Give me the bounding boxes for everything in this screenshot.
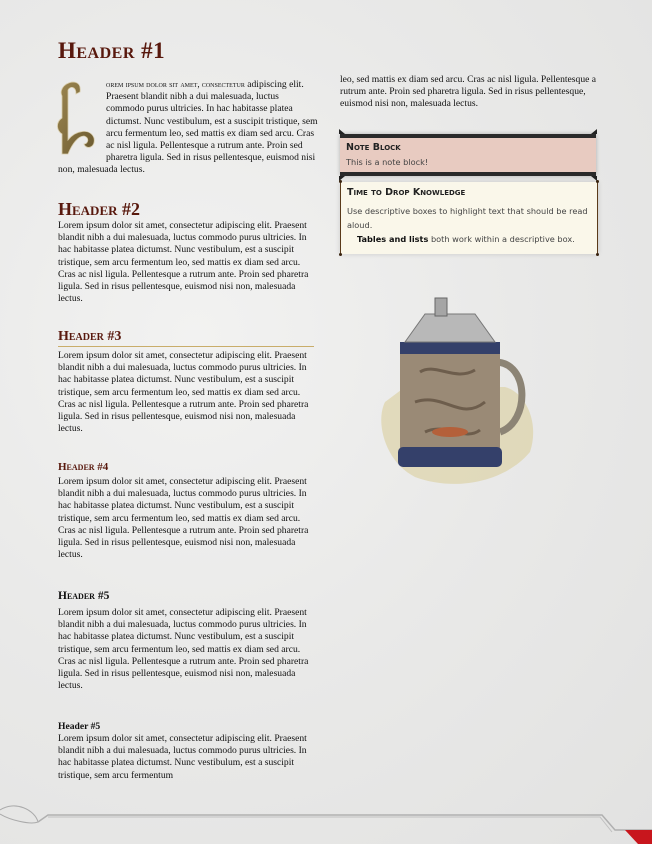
page-footer-ornament xyxy=(0,800,652,844)
header-2: Header #2 xyxy=(58,199,141,219)
descriptive-title: Time to Drop Knowledge xyxy=(347,187,466,198)
descriptive-note: Tables and lists both work within a descriptive box. xyxy=(357,234,575,244)
paragraph: Lorem ipsum dolor sit amet, consectetur adipiscing elit. Praesent blandit nibh a dui malesuada, luctus commodo purus ultricies. In hac habitasse platea dictumst. Nunc vestibulum, est a suscipit tristique, sem arcu fermentum xyxy=(58,733,307,781)
paragraph: Lorem ipsum dolor sit amet, consectetur adipiscing elit. Praesent blandit nibh a dui malesuada, luctus commodo purus ultricies. In hac habitasse platea dictumst. Nunc vestibulum, est a suscipit tristique, sem arcu fermentum leo, sed mattis ex diam sed arcu. Cras ac nisl ligula. Pellentesque a rutrum ante. Proin sed pharetra ligula. Sed in risus pellentesque, euismod nisi non, malesuada lectus. xyxy=(58,220,309,305)
paragraph: Lorem ipsum dolor sit amet, consectetur adipiscing elit. Praesent blandit nibh a dui malesuada, luctus commodo purus ultricies. In hac habitasse platea dictumst. Nunc vestibulum, est a suscipit tristique, sem arcu fermentum leo, sed mattis ex diam sed arcu. Cras ac nisl ligula. Pellentesque a rutrum ante. Proin sed pharetra ligula. Sed in risus pellentesque, euismod nisi non, malesuada lectus. xyxy=(58,607,309,692)
header-3: Header #3 xyxy=(58,329,314,347)
beer-stein-illustration xyxy=(365,292,540,497)
header-1: Header #1 xyxy=(58,38,166,63)
descriptive-box xyxy=(340,182,598,254)
paragraph-continued: leo, sed mattis ex diam sed arcu. Cras ac nisl ligula. Pellentesque a rutrum ante. Proin sed pharetra ligula. Sed in risus pellentesque, euismod nisi non, malesuada lectus. xyxy=(340,74,597,110)
header-4: Header #4 xyxy=(58,461,109,473)
descriptive-body: Use descriptive boxes to highlight text that should be read aloud. xyxy=(347,206,588,230)
header-5: Header #5 xyxy=(58,590,110,602)
note-body: This is a note block! xyxy=(346,157,429,167)
note-title: Note Block xyxy=(346,142,401,153)
header-6: Header #5 xyxy=(58,721,101,732)
intro-paragraph: orem ipsum dolor sit amet, consectetur adipiscing elit. Praesent blandit nibh a dui malesuada, luctus commodo purus ultricies. In hac habitasse platea dictumst. Nunc vestibulum, est a suscipit tristique, sem arcu fermentum leo, sed mattis ex diam sed arcu. Cras ac nisl ligula. Pellentesque a rutrum ante. Proin sed pharetra ligula. Sed in risus pellentesque, euismod nisi non, malesuada lectus. xyxy=(58,78,318,177)
paragraph: Lorem ipsum dolor sit amet, consectetur adipiscing elit. Praesent blandit nibh a dui malesuada, luctus commodo purus ultricies. In hac habitasse platea dictumst. Nunc vestibulum, est a suscipit tristique, sem arcu fermentum leo, sed mattis ex diam sed arcu. Cras ac nisl ligula. Pellentesque a rutrum ante. Proin sed pharetra ligula. Sed in risus pellentesque, euismod nisi non, malesuada lectus. xyxy=(58,476,309,561)
note-block xyxy=(340,134,596,176)
dropcap-letter-l xyxy=(50,78,100,162)
paragraph: Lorem ipsum dolor sit amet, consectetur adipiscing elit. Praesent blandit nibh a dui malesuada, luctus commodo purus ultricies. In hac habitasse platea dictumst. Nunc vestibulum, est a suscipit tristique, sem arcu fermentum leo, sed mattis ex diam sed arcu. Cras ac nisl ligula. Pellentesque a rutrum ante. Proin sed pharetra ligula. Sed in risus pellentesque, euismod nisi non, malesuada lectus. xyxy=(58,350,309,435)
